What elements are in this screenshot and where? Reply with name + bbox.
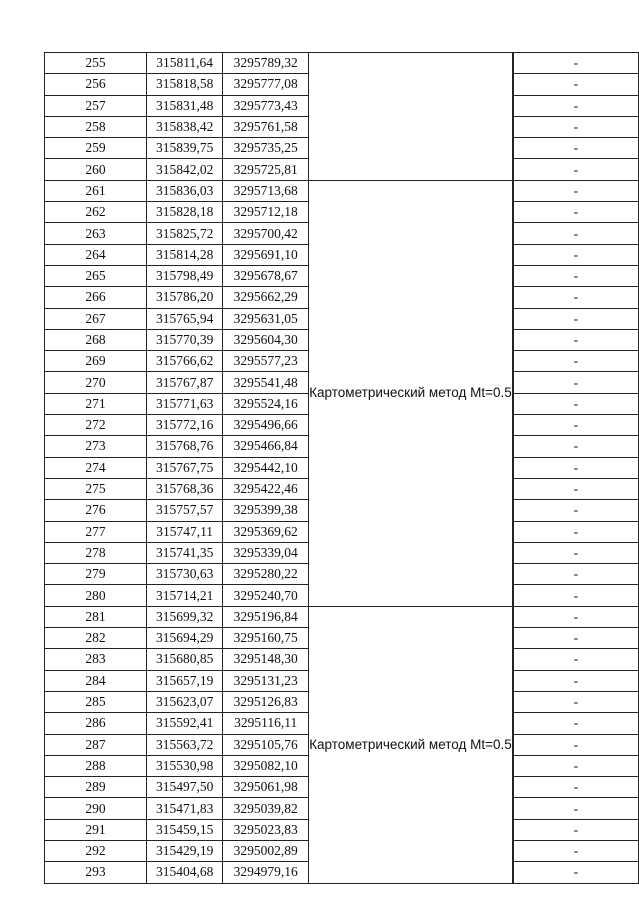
y-coordinate-cell: 3295735,25: [223, 138, 309, 159]
point-number-cell: 271: [45, 393, 147, 414]
point-number-cell: 291: [45, 819, 147, 840]
x-coordinate-cell: 315770,39: [146, 329, 222, 350]
note-cell: -: [513, 755, 638, 776]
x-coordinate-cell: 315768,76: [146, 436, 222, 457]
x-coordinate-cell: 315828,18: [146, 202, 222, 223]
y-coordinate-cell: 3295496,66: [223, 415, 309, 436]
y-coordinate-cell: 3295196,84: [223, 606, 309, 627]
y-coordinate-cell: 3295773,43: [223, 95, 309, 116]
x-coordinate-cell: 315766,62: [146, 351, 222, 372]
point-number-cell: 275: [45, 478, 147, 499]
table-row: [45, 53, 639, 74]
point-number-cell: 292: [45, 840, 147, 861]
x-coordinate-cell: 315459,15: [146, 819, 222, 840]
x-coordinate-cell: 315730,63: [146, 564, 222, 585]
x-coordinate-cell: 315530,98: [146, 755, 222, 776]
x-coordinate-cell: 315842,02: [146, 159, 222, 180]
point-number-cell: 293: [45, 862, 147, 883]
point-number-cell: 261: [45, 180, 147, 201]
point-number-cell: 277: [45, 521, 147, 542]
point-number-cell: 256: [45, 74, 147, 95]
y-coordinate-cell: 3295631,05: [223, 308, 309, 329]
point-number-cell: 273: [45, 436, 147, 457]
x-coordinate-cell: 315767,75: [146, 457, 222, 478]
coordinates-table-body: [45, 53, 639, 884]
x-coordinate-cell: 315563,72: [146, 734, 222, 755]
x-coordinate-cell: 315680,85: [146, 649, 222, 670]
y-coordinate-cell: 3295126,83: [223, 691, 309, 712]
x-coordinate-cell: 315767,87: [146, 372, 222, 393]
y-coordinate-cell: 3295466,84: [223, 436, 309, 457]
note-cell: -: [513, 691, 638, 712]
note-cell: -: [513, 798, 638, 819]
y-coordinate-cell: 3295023,83: [223, 819, 309, 840]
point-number-cell: 288: [45, 755, 147, 776]
point-number-cell: 281: [45, 606, 147, 627]
point-number-cell: 270: [45, 372, 147, 393]
method-cell: Картометрический метод Mt=0.5: [309, 180, 513, 606]
point-number-cell: 289: [45, 777, 147, 798]
note-cell: -: [513, 53, 638, 74]
y-coordinate-cell: 3295524,16: [223, 393, 309, 414]
table-row: [45, 606, 639, 627]
y-coordinate-cell: 3295541,48: [223, 372, 309, 393]
note-cell: -: [513, 542, 638, 563]
x-coordinate-cell: 315839,75: [146, 138, 222, 159]
point-number-cell: 284: [45, 670, 147, 691]
x-coordinate-cell: 315811,64: [146, 53, 222, 74]
x-coordinate-cell: 315471,83: [146, 798, 222, 819]
note-cell: -: [513, 223, 638, 244]
point-number-cell: 272: [45, 415, 147, 436]
y-coordinate-cell: 3295712,18: [223, 202, 309, 223]
x-coordinate-cell: 315757,57: [146, 500, 222, 521]
point-number-cell: 260: [45, 159, 147, 180]
note-cell: -: [513, 734, 638, 755]
point-number-cell: 287: [45, 734, 147, 755]
note-cell: -: [513, 777, 638, 798]
point-number-cell: 282: [45, 628, 147, 649]
point-number-cell: 279: [45, 564, 147, 585]
note-cell: -: [513, 862, 638, 883]
point-number-cell: 285: [45, 691, 147, 712]
point-number-cell: 257: [45, 95, 147, 116]
y-coordinate-cell: 3295713,68: [223, 180, 309, 201]
x-coordinate-cell: 315838,42: [146, 116, 222, 137]
note-cell: -: [513, 500, 638, 521]
point-number-cell: 286: [45, 713, 147, 734]
method-cell: Картометрический метод Mt=0.5: [309, 606, 513, 883]
note-cell: -: [513, 840, 638, 861]
note-cell: -: [513, 606, 638, 627]
note-cell: -: [513, 585, 638, 606]
y-coordinate-cell: 3295691,10: [223, 244, 309, 265]
x-coordinate-cell: 315694,29: [146, 628, 222, 649]
x-coordinate-cell: 315497,50: [146, 777, 222, 798]
x-coordinate-cell: 315836,03: [146, 180, 222, 201]
point-number-cell: 265: [45, 265, 147, 286]
point-number-cell: 263: [45, 223, 147, 244]
point-number-cell: 269: [45, 351, 147, 372]
note-cell: -: [513, 819, 638, 840]
y-coordinate-cell: 3295789,32: [223, 53, 309, 74]
note-cell: -: [513, 415, 638, 436]
note-cell: -: [513, 329, 638, 350]
note-cell: -: [513, 138, 638, 159]
y-coordinate-cell: 3295160,75: [223, 628, 309, 649]
note-cell: -: [513, 670, 638, 691]
y-coordinate-cell: 3295002,89: [223, 840, 309, 861]
x-coordinate-cell: 315699,32: [146, 606, 222, 627]
point-number-cell: 258: [45, 116, 147, 137]
x-coordinate-cell: 315798,49: [146, 265, 222, 286]
note-cell: -: [513, 180, 638, 201]
note-cell: -: [513, 116, 638, 137]
y-coordinate-cell: 3295039,82: [223, 798, 309, 819]
x-coordinate-cell: 315741,35: [146, 542, 222, 563]
y-coordinate-cell: 3295369,62: [223, 521, 309, 542]
point-number-cell: 283: [45, 649, 147, 670]
note-cell: -: [513, 393, 638, 414]
x-coordinate-cell: 315768,36: [146, 478, 222, 499]
y-coordinate-cell: 3295339,04: [223, 542, 309, 563]
y-coordinate-cell: 3295604,30: [223, 329, 309, 350]
note-cell: -: [513, 478, 638, 499]
x-coordinate-cell: 315657,19: [146, 670, 222, 691]
x-coordinate-cell: 315592,41: [146, 713, 222, 734]
note-cell: -: [513, 564, 638, 585]
y-coordinate-cell: 3295761,58: [223, 116, 309, 137]
point-number-cell: 255: [45, 53, 147, 74]
y-coordinate-cell: 3295700,42: [223, 223, 309, 244]
note-cell: -: [513, 351, 638, 372]
point-number-cell: 290: [45, 798, 147, 819]
coordinates-table: [44, 52, 639, 884]
x-coordinate-cell: 315714,21: [146, 585, 222, 606]
table-row: [45, 180, 639, 201]
x-coordinate-cell: 315818,58: [146, 74, 222, 95]
point-number-cell: 268: [45, 329, 147, 350]
point-number-cell: 276: [45, 500, 147, 521]
y-coordinate-cell: 3295399,38: [223, 500, 309, 521]
y-coordinate-cell: 3295148,30: [223, 649, 309, 670]
x-coordinate-cell: 315786,20: [146, 287, 222, 308]
x-coordinate-cell: 315831,48: [146, 95, 222, 116]
y-coordinate-cell: 3295662,29: [223, 287, 309, 308]
y-coordinate-cell: 3295082,10: [223, 755, 309, 776]
note-cell: -: [513, 74, 638, 95]
x-coordinate-cell: 315825,72: [146, 223, 222, 244]
note-cell: -: [513, 521, 638, 542]
note-cell: -: [513, 628, 638, 649]
y-coordinate-cell: 3295422,46: [223, 478, 309, 499]
point-number-cell: 267: [45, 308, 147, 329]
x-coordinate-cell: 315429,19: [146, 840, 222, 861]
note-cell: -: [513, 308, 638, 329]
point-number-cell: 262: [45, 202, 147, 223]
point-number-cell: 278: [45, 542, 147, 563]
note-cell: -: [513, 159, 638, 180]
y-coordinate-cell: 3295061,98: [223, 777, 309, 798]
note-cell: -: [513, 265, 638, 286]
y-coordinate-cell: 3294979,16: [223, 862, 309, 883]
note-cell: -: [513, 202, 638, 223]
y-coordinate-cell: 3295678,67: [223, 265, 309, 286]
y-coordinate-cell: 3295116,11: [223, 713, 309, 734]
y-coordinate-cell: 3295105,76: [223, 734, 309, 755]
x-coordinate-cell: 315814,28: [146, 244, 222, 265]
note-cell: -: [513, 457, 638, 478]
x-coordinate-cell: 315623,07: [146, 691, 222, 712]
x-coordinate-cell: 315404,68: [146, 862, 222, 883]
y-coordinate-cell: 3295442,10: [223, 457, 309, 478]
method-cell: [309, 53, 513, 181]
note-cell: -: [513, 649, 638, 670]
note-cell: -: [513, 372, 638, 393]
y-coordinate-cell: 3295131,23: [223, 670, 309, 691]
y-coordinate-cell: 3295240,70: [223, 585, 309, 606]
note-cell: -: [513, 436, 638, 457]
x-coordinate-cell: 315765,94: [146, 308, 222, 329]
note-cell: -: [513, 713, 638, 734]
y-coordinate-cell: 3295725,81: [223, 159, 309, 180]
y-coordinate-cell: 3295777,08: [223, 74, 309, 95]
point-number-cell: 266: [45, 287, 147, 308]
x-coordinate-cell: 315771,63: [146, 393, 222, 414]
note-cell: -: [513, 95, 638, 116]
x-coordinate-cell: 315772,16: [146, 415, 222, 436]
point-number-cell: 259: [45, 138, 147, 159]
y-coordinate-cell: 3295577,23: [223, 351, 309, 372]
note-cell: -: [513, 244, 638, 265]
point-number-cell: 264: [45, 244, 147, 265]
point-number-cell: 274: [45, 457, 147, 478]
point-number-cell: 280: [45, 585, 147, 606]
x-coordinate-cell: 315747,11: [146, 521, 222, 542]
note-cell: -: [513, 287, 638, 308]
y-coordinate-cell: 3295280,22: [223, 564, 309, 585]
